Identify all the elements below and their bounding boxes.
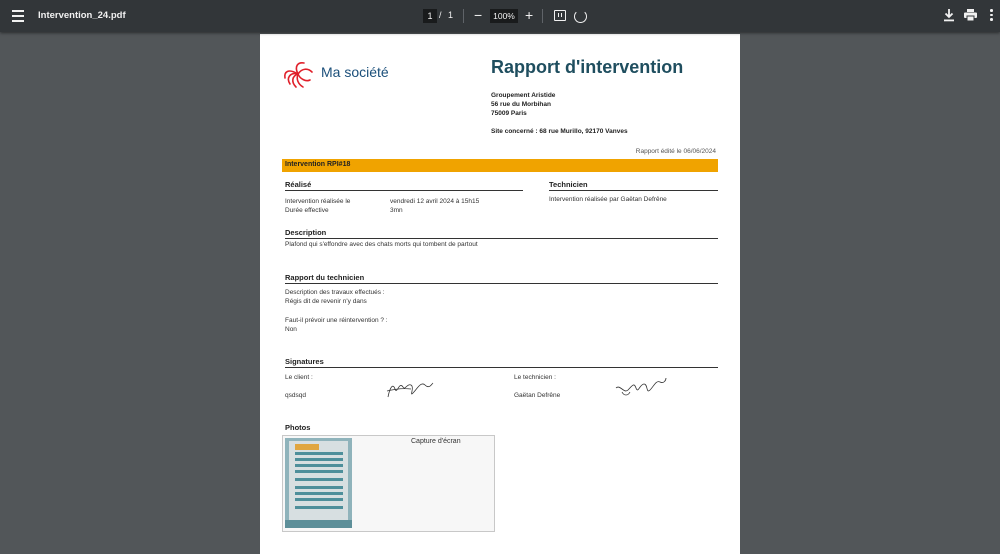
section-description-heading: Description — [285, 228, 718, 239]
section-signatures-heading: Signatures — [285, 357, 718, 368]
address-line: 56 rue du Morbihan — [491, 101, 551, 108]
section-technicien-heading: Technicien — [549, 180, 718, 191]
intervention-banner — [282, 159, 718, 172]
client-name: qsdsqd — [285, 392, 306, 399]
intervention-id: Intervention RPI#18 — [285, 161, 351, 168]
toolbar-divider — [542, 9, 543, 23]
address-line: 75009 Paris — [491, 110, 527, 117]
print-icon[interactable] — [964, 9, 977, 21]
more-options-icon[interactable] — [990, 9, 994, 23]
technicien-signature-image — [614, 376, 668, 398]
address-line: Groupement Aristide — [491, 92, 556, 99]
page-number-input[interactable]: 1 — [423, 9, 437, 23]
report-title: Rapport d'intervention — [491, 57, 684, 77]
technicien-name: Gaëtan Defrêne — [514, 392, 561, 399]
rapport-question: Faut-il prévoir une réintervention ? : — [285, 317, 388, 324]
rapport-answer: Non — [285, 326, 297, 333]
menu-icon[interactable] — [12, 10, 24, 22]
photo-card[interactable] — [282, 435, 495, 532]
realise-label: Intervention réalisée le — [285, 198, 351, 205]
technicien-label: Le technicien : — [514, 374, 556, 381]
pdf-page — [260, 34, 740, 554]
section-photos-heading: Photos — [285, 423, 311, 432]
realise-value: 3mn — [390, 207, 403, 214]
edited-date: Rapport édité le 06/06/2024 — [635, 148, 716, 155]
photo-thumbnail-image[interactable] — [285, 438, 352, 528]
section-rapport-heading: Rapport du technicien — [285, 273, 718, 284]
client-address — [491, 91, 555, 118]
zoom-input[interactable]: 100% — [490, 9, 518, 23]
client-label: Le client : — [285, 374, 313, 381]
fit-page-icon[interactable] — [554, 10, 566, 21]
page-total: 1 — [448, 10, 454, 20]
rotate-icon[interactable] — [574, 10, 587, 23]
toolbar-divider — [463, 9, 464, 23]
technicien-text: Intervention réalisée par Gaëtan Defrêne — [549, 196, 667, 203]
section-realise-heading: Réalisé — [285, 180, 523, 191]
realise-label: Durée effective — [285, 207, 329, 214]
company-logo-text: Ma société — [321, 64, 389, 80]
document-title: Intervention_24.pdf — [38, 10, 126, 21]
zoom-in-button[interactable]: + — [525, 7, 534, 23]
client-signature-image — [385, 379, 435, 401]
zoom-out-button[interactable]: − — [474, 7, 483, 23]
photo-caption: Capture d'écran — [411, 438, 461, 445]
site-address: Site concerné : 68 rue Murillo, 92170 Vanves — [491, 128, 628, 135]
rapport-question: Description des travaux effectués : — [285, 289, 385, 296]
description-text: Plafond qui s'effondre avec des chats morts qui tombent de partout — [285, 241, 478, 248]
company-logo-icon — [282, 58, 318, 90]
download-icon[interactable] — [943, 8, 955, 22]
rapport-answer: Régis dit de revenir n'y dans — [285, 298, 367, 305]
page-separator: / — [439, 10, 442, 20]
realise-value: vendredi 12 avril 2024 à 15h15 — [390, 198, 480, 205]
pdf-toolbar — [0, 0, 1000, 32]
